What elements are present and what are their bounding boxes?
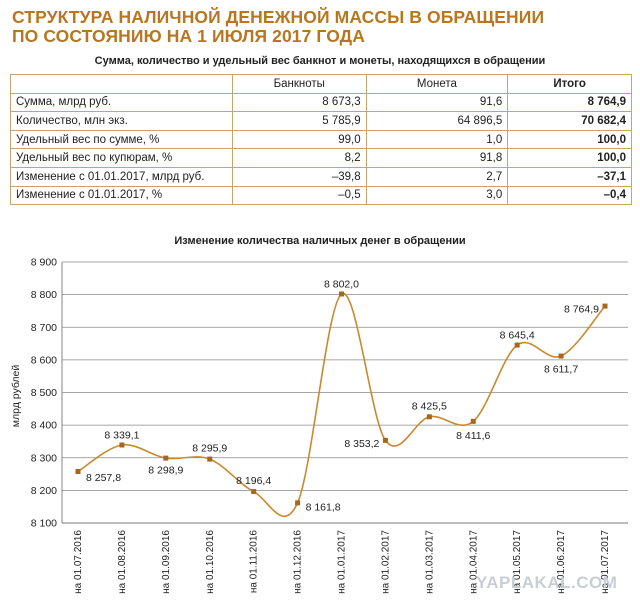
y-tick-label: 8 600	[30, 354, 57, 367]
data-label: 8 353,2	[344, 437, 380, 450]
table-cell: 100,0	[508, 149, 632, 168]
table-cell: 70 682,4	[508, 112, 632, 131]
data-marker	[207, 457, 212, 462]
table-cell: 8,2	[232, 149, 366, 168]
table-cell: Удельный вес по сумме, %	[11, 130, 233, 149]
table-cell: 1,0	[366, 130, 508, 149]
data-label: 8 339,1	[104, 429, 140, 442]
x-tick-label: на 01.10.2016	[204, 530, 216, 594]
data-marker	[427, 414, 432, 419]
y-tick-label: 8 800	[30, 289, 57, 302]
data-label: 8 411,6	[456, 429, 491, 442]
data-label: 8 802,0	[323, 278, 360, 291]
table-cell: 2,7	[366, 167, 508, 186]
table-cell: Количество, млн экз.	[11, 112, 233, 131]
y-tick-label: 8 900	[30, 256, 57, 269]
main-title-line1: СТРУКТУРА НАЛИЧНОЙ ДЕНЕЖНОЙ МАССЫ В ОБРАЩЕНИИ	[12, 7, 545, 27]
table-cell: 91,6	[366, 93, 508, 112]
main-title-line2: ПО СОСТОЯНИЮ НА 1 ИЮЛЯ 2017 ГОДА	[12, 26, 365, 46]
y-tick-label: 8 700	[30, 321, 57, 334]
table-cell: 3,0	[366, 186, 508, 205]
x-tick-label: на 01.02.2017	[380, 530, 392, 594]
y-tick-label: 8 400	[30, 419, 57, 432]
y-tick-label: 8 500	[30, 387, 57, 399]
x-tick-label: на 01.12.2016	[292, 530, 304, 594]
x-tick-label: на 01.05.2017	[512, 530, 524, 594]
data-label: 8 298,9	[148, 464, 184, 477]
data-marker	[295, 500, 300, 505]
data-marker	[515, 343, 520, 348]
data-label: 8 161,8	[305, 501, 341, 514]
table-cell: 8 764,9	[508, 93, 632, 112]
table-cell: 8 673,3	[232, 93, 366, 112]
data-label: 8 295,9	[192, 442, 228, 455]
table-cell: –0,5	[232, 186, 366, 205]
table-header-cell: Монета	[366, 75, 508, 94]
data-marker	[163, 456, 168, 461]
data-marker	[383, 438, 388, 443]
data-marker	[251, 489, 256, 494]
data-label: 8 645,4	[499, 329, 535, 342]
y-tick-labels	[31, 257, 57, 530]
table-cell: –0,4	[508, 186, 632, 205]
data-labels	[86, 278, 599, 513]
data-marker	[603, 304, 608, 309]
table-cell: 64 896,5	[366, 112, 508, 131]
data-marker	[339, 291, 344, 296]
table-cell: 91,8	[366, 149, 508, 168]
data-label: 8 611,7	[543, 363, 579, 376]
data-label: 8 425,5	[411, 400, 447, 413]
x-tick-label: на 01.04.2017	[468, 530, 480, 594]
data-label: 8 257,8	[86, 472, 122, 485]
data-marker	[119, 442, 124, 447]
chart-grid	[62, 262, 628, 490]
table-cell: 5 785,9	[232, 112, 366, 131]
data-label: 8 196,4	[236, 475, 272, 488]
chart-title: Изменение количества наличных денег в обращении	[174, 235, 466, 247]
table-cell: 99,0	[232, 130, 366, 149]
x-tick-label: на 01.01.2017	[336, 530, 348, 594]
table-title: Сумма, количество и удельный вес банкнот и монеты, находящихся в обращении	[94, 55, 546, 67]
table-cell: 100,0	[508, 130, 632, 149]
data-marker	[559, 354, 564, 359]
table-cell: Изменение с 01.01.2017, %	[11, 186, 233, 205]
watermark: YAPLAKAL.COM	[476, 573, 618, 592]
table-header-cell: Банкноты	[232, 75, 366, 94]
table-cell: –39,8	[232, 167, 366, 186]
x-tick-label: на 01.07.2017	[600, 530, 611, 594]
table-cell: Изменение с 01.01.2017, млрд руб.	[11, 167, 233, 186]
table-header-cell: Итого	[508, 75, 632, 94]
y-tick-label: 8 200	[30, 484, 57, 497]
y-tick-label: 8 300	[30, 452, 57, 465]
table-cell: –37,1	[508, 167, 632, 186]
x-tick-label: на 01.03.2017	[424, 530, 436, 594]
y-tick-label: 8 100	[30, 517, 57, 530]
table-cell: Удельный вес по купюрам, %	[11, 149, 233, 168]
x-tick-label: на 01.06.2017	[556, 530, 568, 594]
x-tick-label: на 01.07.2016	[73, 530, 84, 594]
y-axis-label: млрд рублей	[10, 364, 22, 428]
x-tick-label: на 01.09.2016	[160, 530, 172, 594]
table-cell: Сумма, млрд руб.	[11, 93, 233, 112]
series-line	[78, 293, 605, 516]
x-tick-label: на 01.08.2016	[116, 530, 128, 594]
data-marker	[471, 419, 476, 424]
data-label: 8 764,9	[563, 303, 599, 316]
x-tick-label: на 01.11.2016	[248, 530, 260, 594]
data-marker	[76, 469, 81, 474]
